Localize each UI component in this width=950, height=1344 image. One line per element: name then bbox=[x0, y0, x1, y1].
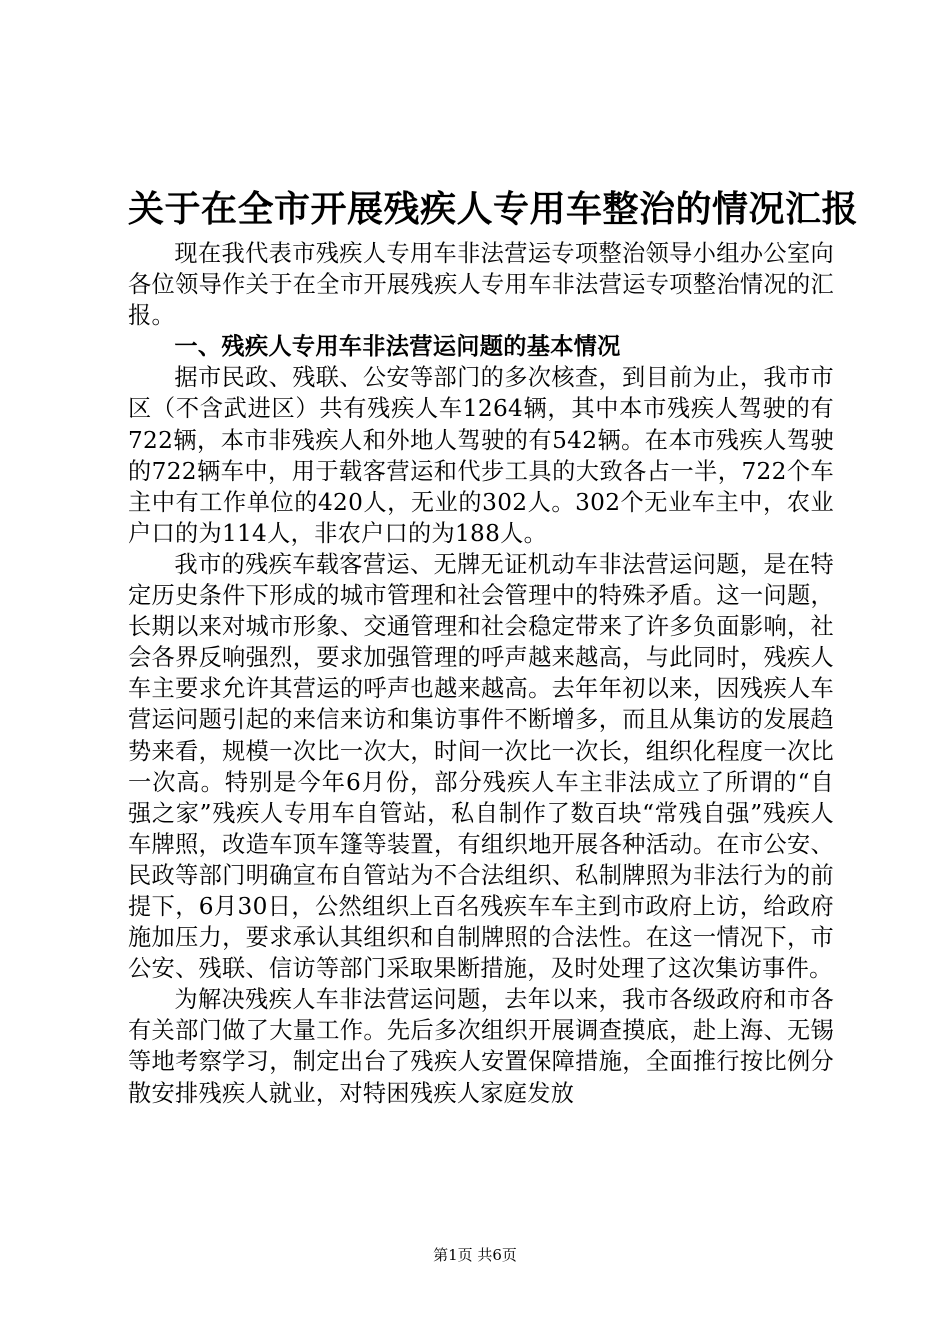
document-body bbox=[128, 238, 834, 1109]
body-paragraph-3: 为解决残疾人车非法营运问题，去年以来，我市各级政府和市各有关部门做了大量工作。先后多次组织开展调查摸底，赴上海、无锡等地考察学习，制定出台了残疾人安置保障措施，全面推行按比例分散安排残疾人就业，对特困残疾人家庭发放 bbox=[128, 986, 834, 1107]
body-paragraph-2: 我市的残疾车载客营运、无牌无证机动车非法营运问题，是在特定历史条件下形成的城市管理和社会管理中的特殊矛盾。这一问题，长期以来对城市形象、交通管理和社会稳定带来了许多负面影响，社会各界反响强烈，要求加强管理的呼声越来越高，与此同时，残疾人车主要求允许其营运的呼声也越来越高。去年年初以来，因残疾人车营运问题引起的来信来访和集访事件不断增多，而且从集访的发展趋势来看，规模一次比一次大，时间一次比一次长，组织化程度一次比一次高。特别是今年6月份，部分残疾人车主非法成立了所谓的“自强之家”残疾人专用车自管站，私自制作了数百块“常残自强”残疾人车牌照，改造车顶车篷等装置，有组织地开展各种活动。在市公安、民政等部门明确宣布自管站为不合法组织、私制牌照为非法行为的前提下，6月30日，公然组织上百名残疾车车主到市政府上访，给政府施加压力，要求承认其组织和自制牌照的合法性。在这一情况下，市公安、残联、信访等部门采取果断措施，及时处理了这次集访事件。 bbox=[128, 550, 834, 983]
intro-paragraph: 现在我代表市残疾人专用车非法营运专项整治领导小组办公室向各位领导作关于在全市开展残疾人专用车非法营运专项整治情况的汇报。 bbox=[128, 240, 834, 330]
page-number-footer: 第1页 共6页 bbox=[433, 1246, 517, 1264]
section-heading: 一、残疾人专用车非法营运问题的基本情况 bbox=[174, 333, 621, 361]
document-title: 关于在全市开展残疾人专用车整治的情况汇报 bbox=[128, 188, 859, 230]
body-paragraph-1: 据市民政、残联、公安等部门的多次核查，到目前为止，我市市区（不含武进区）共有残疾人车1264辆，其中本市残疾人驾驶的有722辆，本市非残疾人和外地人驾驶的有542辆。在本市残疾人驾驶的722辆车中，用于载客营运和代步工具的大致各占一半，722个车主中有工作单位的420人，无业的302人。302个无业车主中，农业户口的为114人，非农户口的为188人。 bbox=[128, 364, 834, 547]
